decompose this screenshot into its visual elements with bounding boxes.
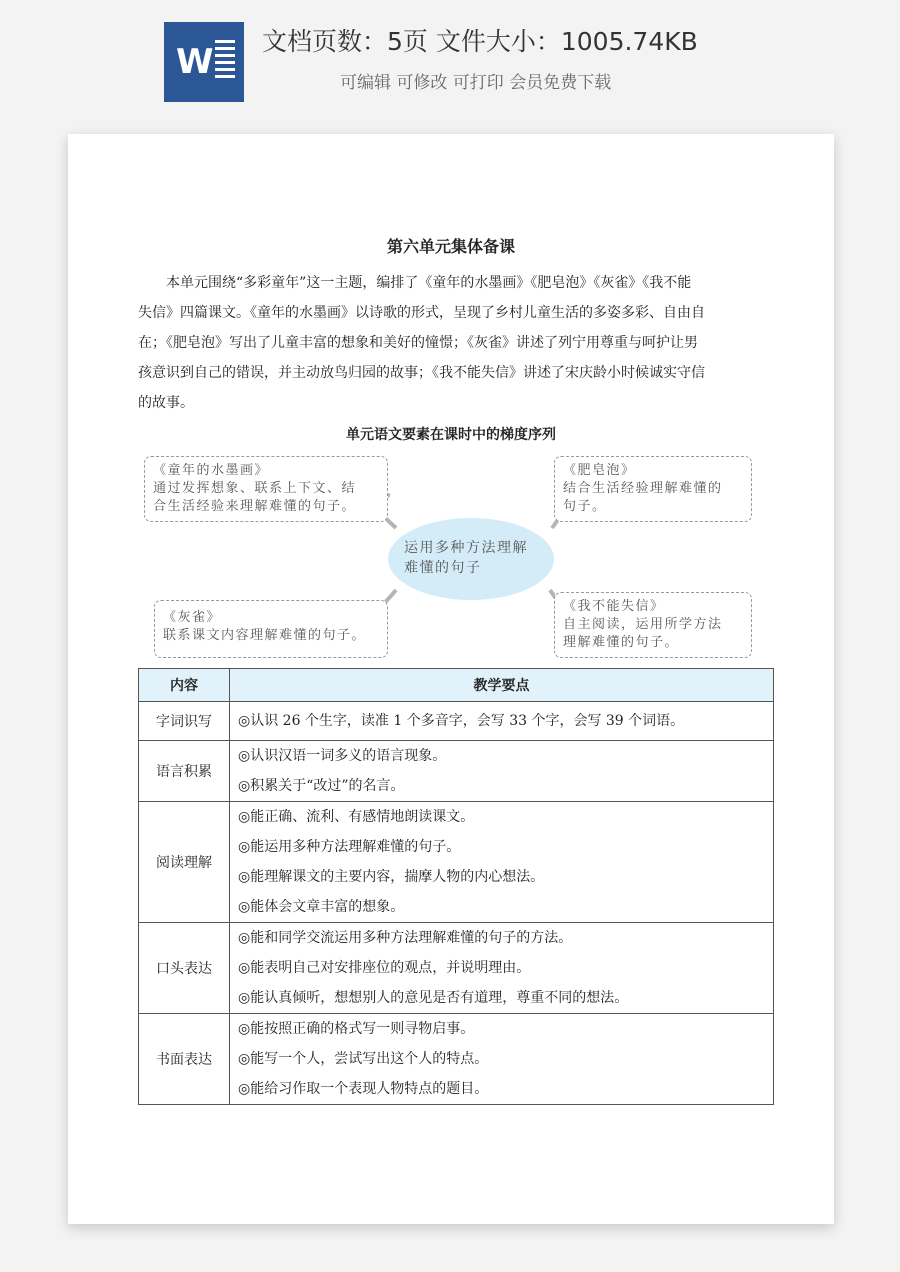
node-tongnian-shuimohua	[144, 456, 388, 522]
column-header-content: 内容	[139, 669, 230, 702]
node-huique	[154, 600, 388, 658]
node-title: 《童年的水墨画》	[153, 463, 270, 478]
node-body: 理解难懂的句子。	[563, 635, 680, 650]
teaching-points-table	[138, 668, 774, 1105]
intro-paragraph	[138, 268, 772, 418]
teaching-point: ◎认识汉语一词多义的语言现象。	[238, 748, 447, 764]
intro-line: 的故事。	[138, 395, 194, 411]
row-points	[230, 1014, 774, 1105]
mind-map-center	[388, 518, 554, 600]
table-row	[139, 802, 774, 923]
teaching-point: ◎能理解课文的主要内容，揣摩人物的内心想法。	[238, 869, 545, 885]
table-row	[139, 702, 774, 741]
word-document-icon	[164, 22, 244, 102]
node-title: 《肥皂泡》	[563, 463, 636, 478]
node-title: 《灰雀》	[163, 610, 222, 625]
node-body: 自主阅读，运用所学方法	[563, 617, 723, 632]
document-info-title: 文档页数：5页 文件大小：1005.74KB	[262, 27, 698, 56]
intro-line: 在；《肥皂泡》写出了儿童丰富的想象和美好的憧憬；《灰雀》讲述了列宁用尊重与呵护让男	[138, 335, 698, 351]
teaching-point: ◎能给习作取一个表现人物特点的题目。	[238, 1081, 489, 1097]
node-body: 句子。	[563, 499, 607, 514]
intro-line: 孩意识到自己的错误，并主动放鸟归园的故事；《我不能失信》讲述了宋庆龄小时候诚实守信	[138, 365, 705, 381]
row-points	[230, 802, 774, 923]
intro-line: 本单元围绕“多彩童年”这一主题，编排了《童年的水墨画》《肥皂泡》《灰雀》《我不能	[166, 275, 692, 291]
table-header-row	[139, 669, 774, 702]
node-title: 《我不能失信》	[563, 599, 665, 614]
mind-map	[138, 450, 772, 664]
node-body: 联系课文内容理解难懂的句子。	[163, 628, 367, 643]
teaching-point: ◎能认真倾听，想想别人的意见是否有道理，尊重不同的想法。	[238, 990, 629, 1006]
table-row	[139, 1014, 774, 1105]
document-info-subtitle: 可编辑 可修改 可打印 会员免费下载	[340, 73, 612, 93]
teaching-point: ◎能体会文章丰富的想象。	[238, 899, 405, 915]
node-body: 结合生活经验理解难懂的	[563, 481, 723, 496]
row-points	[230, 923, 774, 1014]
row-label: 语言积累	[139, 741, 230, 802]
teaching-point: ◎积累关于“改过”的名言。	[238, 778, 405, 794]
table-row	[139, 741, 774, 802]
download-header	[0, 0, 900, 120]
sequence-title: 单元语文要素在课时中的梯度序列	[346, 427, 556, 443]
page-title: 第六单元集体备课	[386, 237, 515, 256]
row-label: 阅读理解	[139, 802, 230, 923]
word-icon-letter: W	[176, 42, 214, 82]
teaching-point: ◎能表明自己对安排座位的观点，并说明理由。	[238, 960, 531, 976]
row-points	[230, 741, 774, 802]
teaching-point: ◎能正确、流利、有感情地朗读课文。	[238, 809, 475, 825]
teaching-point: ◎能写一个人，尝试写出这个人的特点。	[238, 1051, 489, 1067]
node-body: 合生活经验来理解难懂的句子。	[153, 499, 357, 514]
row-label: 口头表达	[139, 923, 230, 1014]
teaching-point: ◎认识 26 个生字，读准 1 个多音字，会写 33 个字，会写 39 个词语。	[238, 713, 685, 729]
node-feizaopao	[554, 456, 752, 522]
center-text: 运用多种方法理解	[404, 540, 528, 556]
node-body: 通过发挥想象、联系上下文、结	[153, 481, 357, 496]
teaching-point: ◎能按照正确的格式写一则寻物启事。	[238, 1021, 475, 1037]
row-label: 字词识写	[139, 702, 230, 741]
node-wobuneng-shixin	[554, 592, 752, 658]
row-label: 书面表达	[139, 1014, 230, 1105]
table-row	[139, 923, 774, 1014]
column-header-points: 教学要点	[230, 669, 774, 702]
teaching-point: ◎能和同学交流运用多种方法理解难懂的句子的方法。	[238, 930, 573, 946]
teaching-point: ◎能运用多种方法理解难懂的句子。	[238, 839, 461, 855]
row-points	[230, 702, 774, 741]
center-text: 难懂的句子	[404, 560, 482, 576]
document-page	[68, 134, 834, 1224]
intro-line: 失信》四篇课文。《童年的水墨画》以诗歌的形式，呈现了乡村儿童生活的多姿多彩、自由自	[138, 305, 705, 321]
